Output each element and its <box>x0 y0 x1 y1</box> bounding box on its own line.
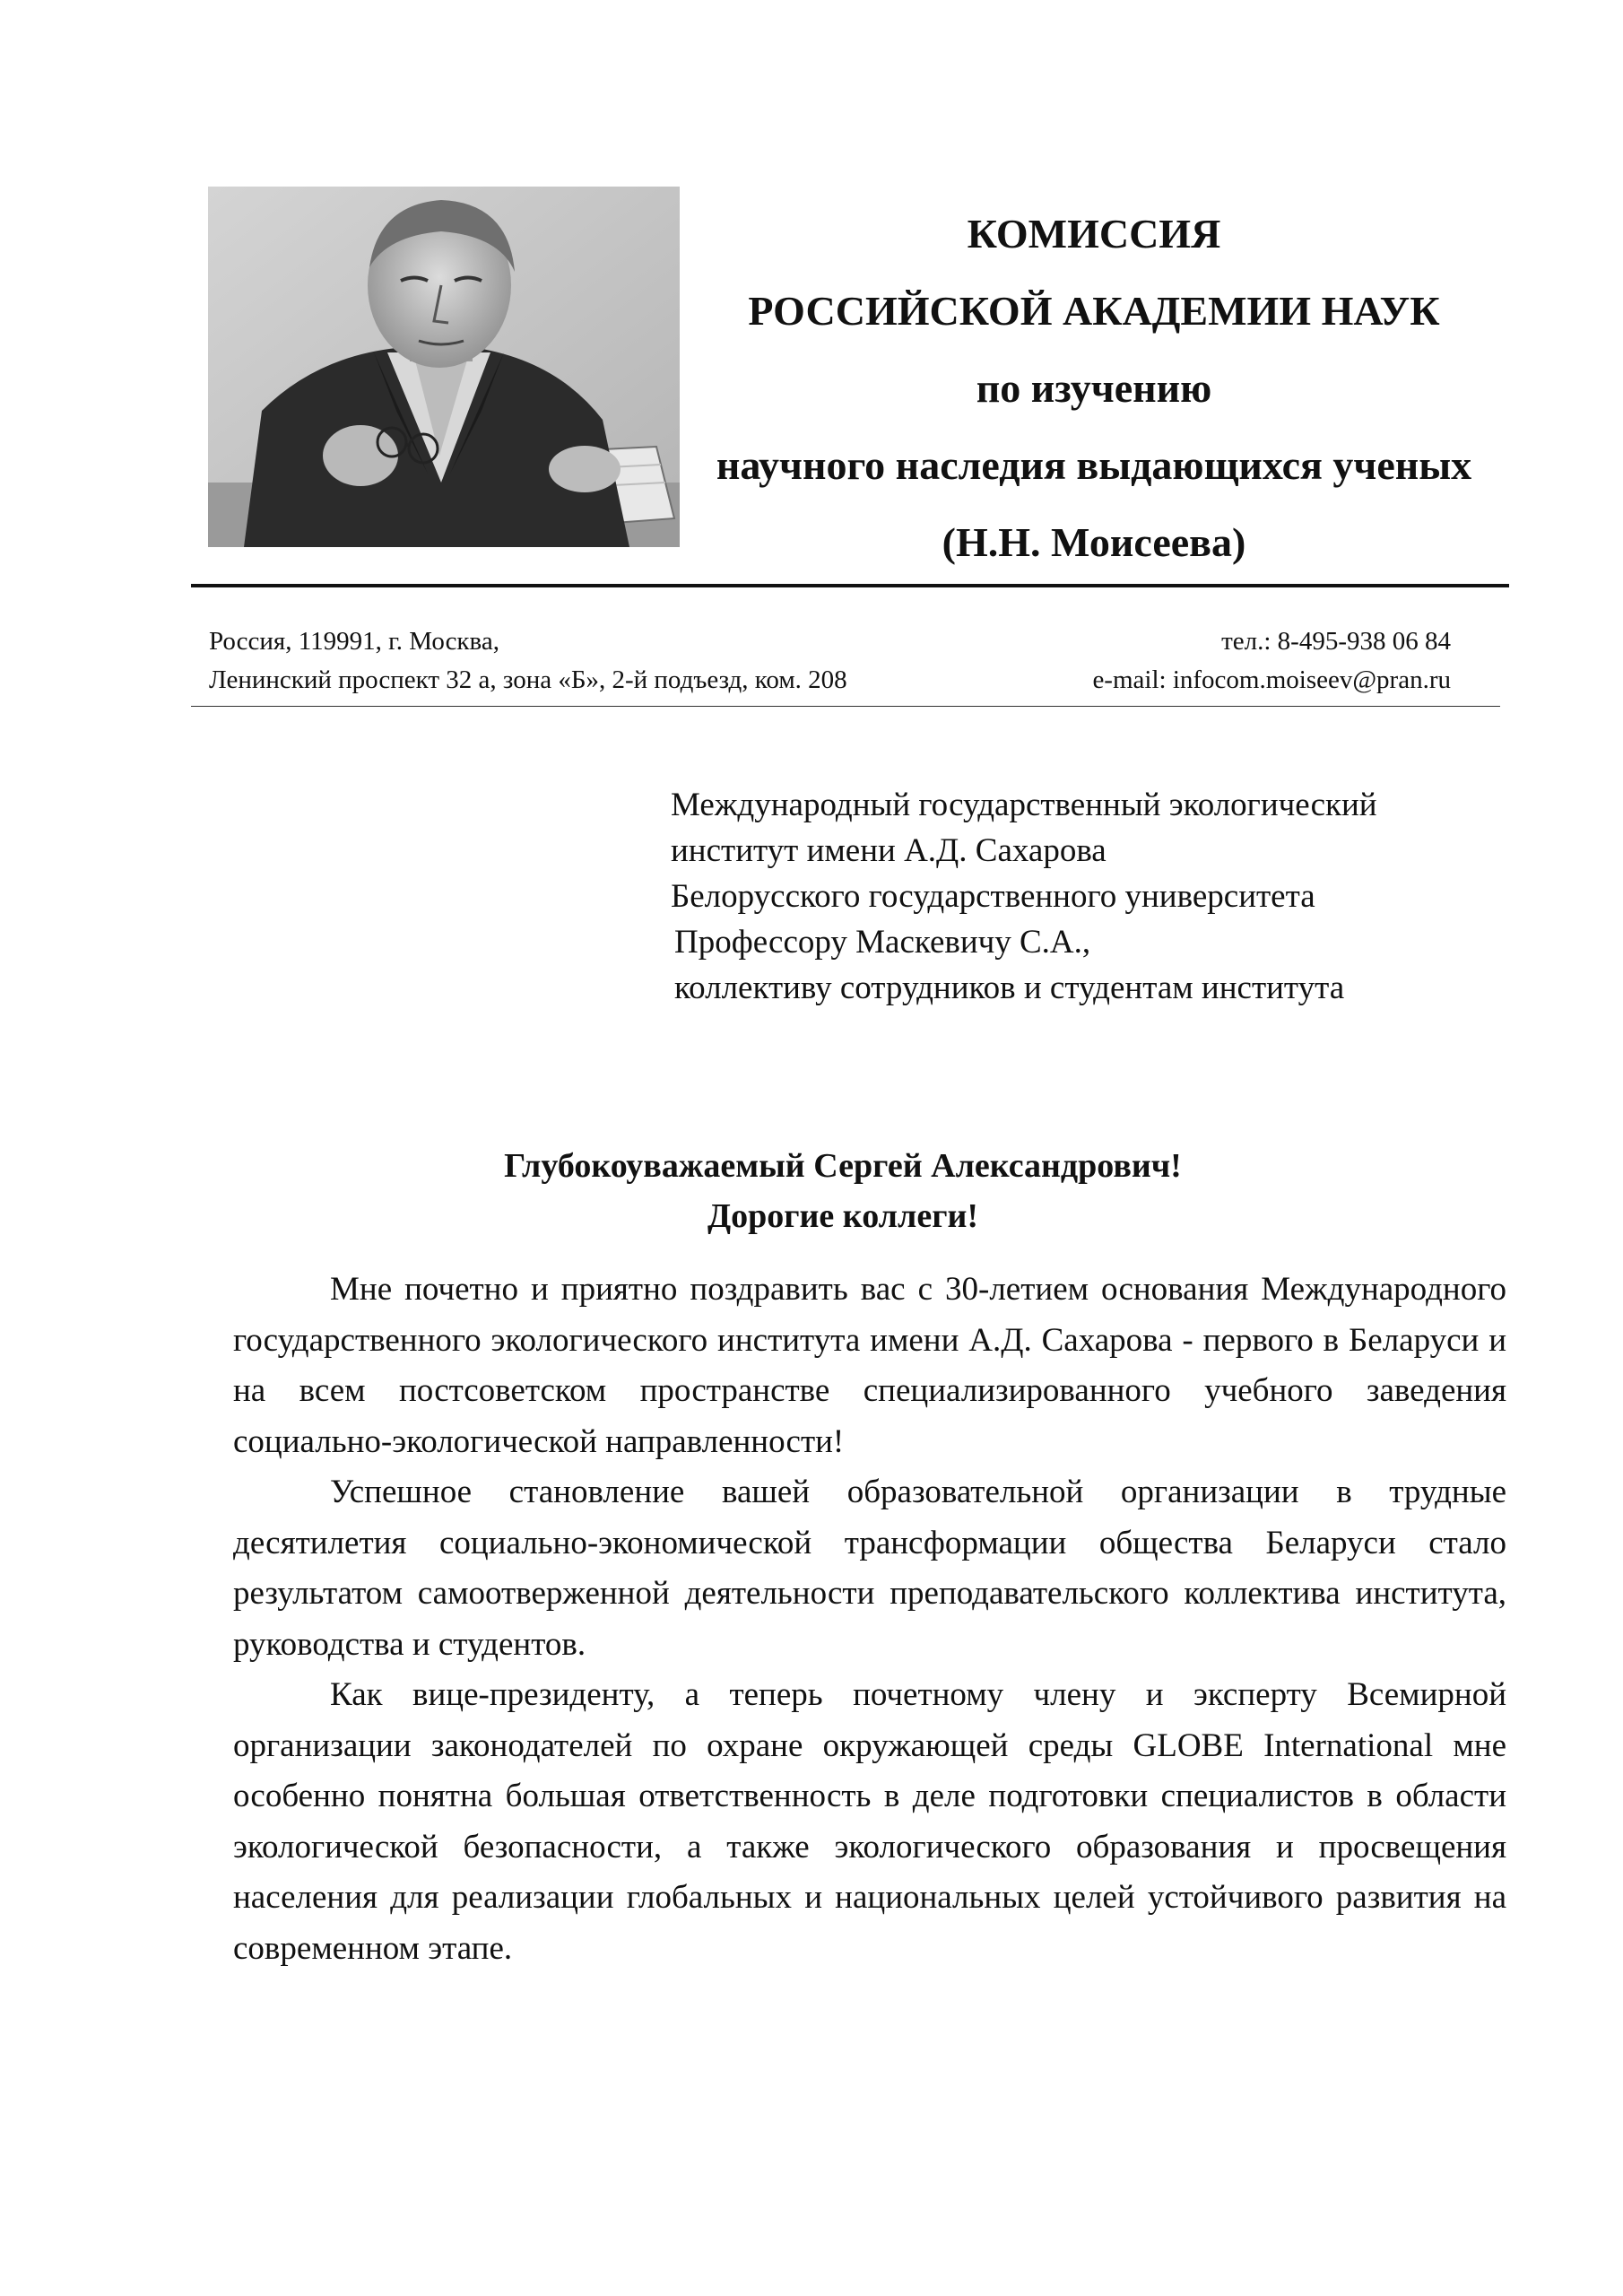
title-line-2: РОССИЙСКОЙ АКАДЕМИИ НАУК <box>748 288 1440 334</box>
body-paragraph-2: Успешное становление вашей образовательной организации в трудные десятилетия социально-экономической трансформации общества Беларуси стало результатом самоотверженной деятельности преподавательского коллектива института, руководства и студентов. <box>233 1474 1506 1663</box>
header-divider <box>191 584 1509 587</box>
addressee-line-4: Профессору Маскевичу С.А., <box>674 924 1091 961</box>
title-line-3: по изучению <box>976 365 1212 411</box>
address-line-2: Ленинский проспект 32 а, зона «Б», 2-й подъезд, ком. 208 <box>209 665 847 694</box>
addressee-line-3: Белорусского государственного университета <box>671 878 1315 915</box>
title-line-4: научного наследия выдающихся ученых <box>716 442 1472 488</box>
portrait-photo <box>208 187 680 547</box>
letter-body <box>233 1265 1506 1974</box>
postal-address <box>209 622 847 700</box>
addressee-line-1: Международный государственный экологический <box>671 787 1377 823</box>
title-line-1: КОМИССИЯ <box>967 211 1221 257</box>
body-paragraph-1: Мне почетно и приятно поздравить вас с 30-летием основания Международного государственного экологического института имени А.Д. Сахарова - первого в Беларуси и на всем постсоветском пространстве специализированного учебного заведения социально-экологической направленности! <box>233 1271 1506 1460</box>
email-address: e-mail: infocom.moiseev@pran.ru <box>1092 665 1451 694</box>
salutation-line-1: Глубокоуважаемый Сергей Александрович! <box>504 1147 1182 1185</box>
title-line-5: (Н.Н. Моисеева) <box>942 519 1246 565</box>
address-line-1: Россия, 119991, г. Москва, <box>209 627 499 656</box>
addressee-line-5: коллективу сотрудников и студентам института <box>674 970 1345 1006</box>
phone-number: тел.: 8-495-938 06 84 <box>1221 627 1451 656</box>
addressee-line-2: институт имени А.Д. Сахарова <box>671 832 1107 869</box>
salutation-line-2: Дорогие коллеги! <box>707 1197 978 1235</box>
salutation <box>233 1141 1453 1241</box>
addressee-block <box>671 782 1377 1011</box>
body-paragraph-3: Как вице-президенту, а теперь почетному члену и эксперту Всемирной организации законодателей по охране окружающей среды GLOBE International мне особенно понятна большая ответственность в деле подготовки специалистов в области экологической безопасности, а также экологического образования и просвещения населения для реализации глобальных и национальных целей устойчивого развития на современном этапе. <box>233 1676 1506 1967</box>
commission-title <box>681 196 1506 581</box>
contacts-divider <box>191 706 1500 707</box>
contact-info <box>1031 622 1451 700</box>
